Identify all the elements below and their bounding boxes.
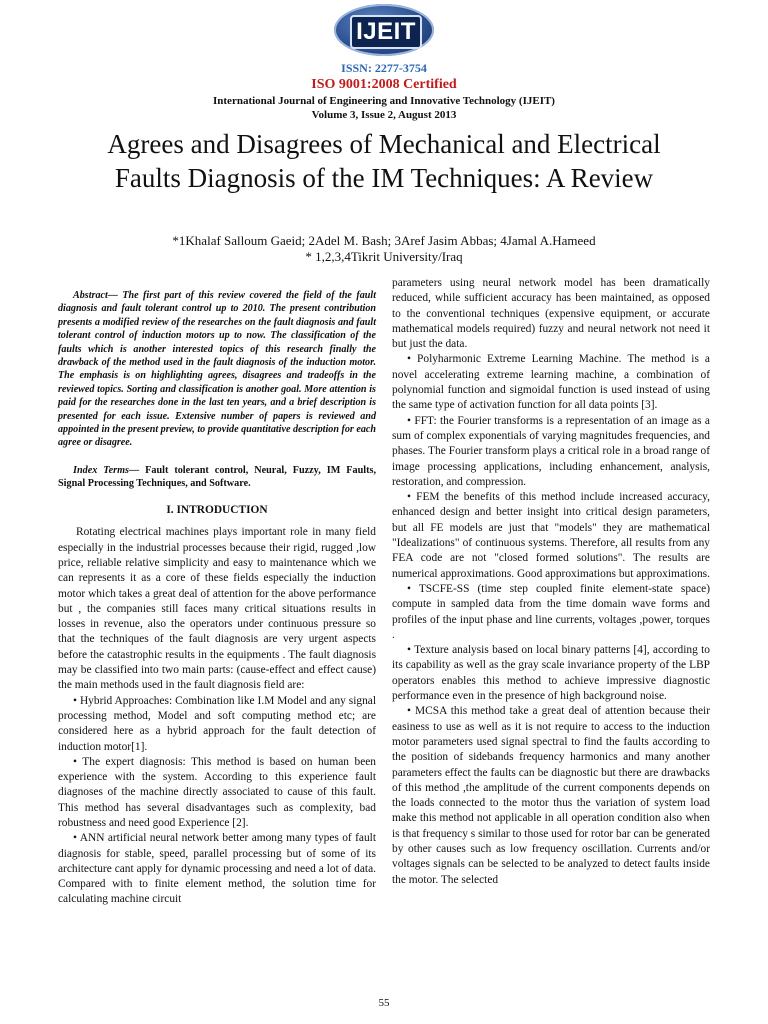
affiliation: * 1,2,3,4Tikrit University/Iraq: [305, 249, 463, 264]
bullet-paragraph: • The expert diagnosis: This method is based on human been experience with the system. According to this experience fault diagnoses of the machine directly associated to cause of this fault. This method has several disadvantages such as complexity, bad robustness and need good Experience [2].: [58, 755, 376, 829]
ijeit-logo: [334, 4, 434, 56]
index-terms: [58, 464, 376, 491]
index-terms-label: Index Terms—: [73, 464, 140, 476]
continued-paragraph: parameters using neural network model has been dramatically reduced, while sufficient accuracy has been maintained, as opposed to the conventional techniques (expensive equipment, or accurate mathematical models required) fuzzy and neural network not need it but just the data.: [392, 277, 710, 351]
author-list: *1Khalaf Salloum Gaeid; 2Adel M. Bash; 3Aref Jasim Abbas; 4Jamal A.Hameed: [172, 233, 596, 248]
logo-text: IJEIT: [350, 15, 422, 49]
journal-volume: Volume 3, Issue 2, August 2013: [311, 109, 457, 121]
journal-logo-area: [0, 4, 768, 61]
right-column: [392, 276, 710, 888]
intro-paragraph: Rotating electrical machines plays important role in many field especially in the industrial processes because their rigid, rugged ,low price, reliable relative simplicity and easy to maintenance which we can represents it as a core of these fields especially the induction motor which takes a great deal of attention for the above performance but , the companies still faces many critical situations results in losses in revenue, also the operators under continuous pressure so that the techniques of the fault diagnosis are very urgent aspects before the catastrophic results in the equipments . The fault diagnosis may be classified into two main parts: (cause-effect and effect cause) the main methods used in the fault diagnosis field are:: [58, 526, 376, 692]
bullet-paragraph: • FFT: the Fourier transforms is a representation of an image as a sum of complex exponentials of varying magnitudes frequencies, and phases. The Fourier transform plays a critical role in a broad range of image processing applications, including enhancement, analysis, restoration, and compression.: [392, 414, 710, 488]
bullet-paragraph: • Hybrid Approaches: Combination like I.M Model and any signal processing method, Model and soft computing method etc; are considered here as a hybrid approach for the fault detection of induction motor[1].: [58, 694, 376, 753]
bullet-paragraph: • FEM the benefits of this method include increased accuracy, enhanced design and better insight into critical design parameters, but all FE models are just that "models" they are mathematical "Idealizations" of continuous systems. Therefore, all results from any FEA code are not "closed formed solutions". The results are numerical approximations. Good approximations but approximations.: [392, 491, 710, 580]
abstract: [58, 289, 376, 450]
journal-name: International Journal of Engineering and Innovative Technology (IJEIT): [213, 95, 555, 107]
abstract-label: Abstract—: [73, 290, 118, 301]
iso-certification: ISO 9001:2008 Certified: [311, 77, 457, 92]
index-terms-text: Fault tolerant control, Neural, Fuzzy, IM Faults, Signal Processing Techniques, and Software.: [58, 464, 376, 490]
bullet-paragraph: • ANN artificial neural network better among many types of fault diagnosis for stable, speed, parallel processing but of some of its architecture cant apply for dynamic processing and need a lot of data. Compared with to finite element method, the solution time for calculating machine circuit: [58, 832, 376, 906]
abstract-text: The first part of this review covered the field of the fault diagnosis and fault tolerant control up to 2010. The present contribution presents a modified review of the researches on the fault diagnosis and fault tolerant control of induction motors up to now. The classification of the faults which is another interested topics of this research finally the drawback of the method used in the fault diagnosis of the induction motor. The emphasis is on highlighting agrees, disagrees and tradeoffs in the reviewed topics. Sorting and classification is another goal. More attention is paid for the researches done in the last ten years, and a brief description is presented for each issue. Extensive number of papers is reviewed and appointed in the present preview, to provide quantitative description for each agree or disagree.: [58, 290, 376, 449]
section-heading: I. INTRODUCTION: [166, 504, 268, 517]
page-number: 55: [378, 997, 390, 1009]
bullet-paragraph: • Texture analysis based on local binary patterns [4], according to its capability as well as the gray scale invariance property of the LBP operators enables this method to achieve impressive diagnostic performance even in the presence of high background noise.: [392, 644, 710, 703]
bullet-paragraph: • TSCFE-SS (time step coupled finite element-state space) compute in sampled data from the time domain wave forms and profiles of the input phase and line currents, voltages ,power, torques .: [392, 582, 710, 641]
paper-title: Agrees and Disagrees of Mechanical and Electrical Faults Diagnosis of the IM Techniques: A Review: [107, 129, 661, 193]
issn: ISSN: 2277-3754: [341, 61, 427, 75]
left-column: [58, 276, 376, 908]
bullet-paragraph: • MCSA this method take a great deal of attention because their easiness to use as well as it is not require to access to the induction motor parameters used signal spectral to find the faults according to the position of sidebands frequency harmonics and many another parameters effect the faults can be diagnostic but there are drawbacks of this method ,the amplitude of the current components depends on the loads connected to the motor thus the variation of system load make this method not applicable in all operation condition also when is that frequency s similar to those used for rotor bar can be generated by other causes such as low frequency oscillation. Currents and/or voltages signals can be selected to be analyzed to detect faults inside the motor. The selected: [392, 705, 710, 886]
bullet-paragraph: • Polyharmonic Extreme Learning Machine. The method is a novel accelerating extreme learning machine, a combination of polynomial function and sigmoidal function is used instead of using the same type of activation function for all data points [3].: [392, 353, 710, 412]
